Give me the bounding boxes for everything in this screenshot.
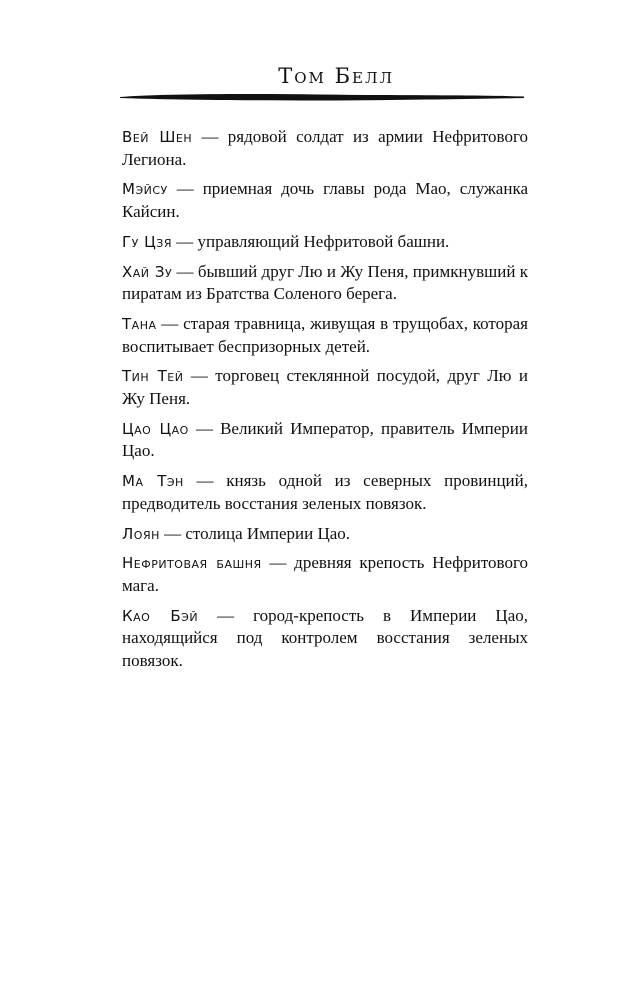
glossary-definition: — Великий Император, правитель Империи Цао. [122, 418, 528, 461]
glossary-term: Као Бэй [122, 606, 199, 625]
glossary-term: Мэйсу [122, 180, 168, 199]
brush-stroke-divider [118, 92, 526, 102]
glossary-definition: — управляющий Нефритовой башни. [171, 231, 450, 251]
glossary-definition: — старая травница, живущая в трущобах, которая воспитывает беспризорных детей. [122, 313, 528, 356]
glossary-entry [122, 261, 528, 306]
glossary-term: Гу Цзя [122, 232, 172, 251]
glossary-entry [122, 605, 528, 673]
glossary-term: Цао Цао [122, 419, 189, 438]
glossary-definition: — князь одной из северных провинций, предводитель восстания зеленых повязок. [122, 471, 528, 513]
glossary-definition: — город-крепость в Империи Цао, находящийся под контролем восстания зеленых повязок. [122, 605, 528, 671]
glossary-definition: — рядовой солдат из армии Нефритового Легиона. [122, 127, 529, 169]
glossary-entry [122, 470, 528, 515]
glossary-definition: — приемная дочь главы рода Мао, служанка Кайсин. [122, 179, 528, 222]
glossary-entry [122, 313, 528, 358]
glossary-definition: — столица Империи Цао. [159, 523, 351, 543]
glossary-definition: — торговец стеклянной посудой, друг Лю и Жу Пеня. [122, 366, 528, 409]
glossary-term: Нефритовая башня [122, 554, 262, 573]
glossary-entry [122, 523, 528, 546]
glossary-entry [122, 231, 528, 254]
glossary-definition: — бывший друг Лю и Жу Пеня, примкнувший к пиратам из Братства Соленого берега. [122, 261, 528, 304]
glossary-term: Вей Шен [122, 128, 193, 146]
glossary-term: Тана [122, 314, 157, 333]
glossary-entry [122, 178, 528, 223]
glossary-entry [122, 418, 528, 463]
glossary-term: Хай Зу [122, 262, 173, 281]
glossary-definition: — древняя крепость Нефритового мага. [122, 553, 528, 595]
glossary-term: Тин Тей [122, 367, 184, 386]
glossary-term: Лоян [122, 524, 160, 543]
author-name: Том Белл [278, 64, 394, 88]
glossary [122, 126, 528, 680]
glossary-entry [122, 126, 528, 171]
glossary-entry [122, 552, 528, 597]
glossary-term: Ма Тэн [122, 472, 184, 491]
glossary-entry [122, 365, 528, 410]
